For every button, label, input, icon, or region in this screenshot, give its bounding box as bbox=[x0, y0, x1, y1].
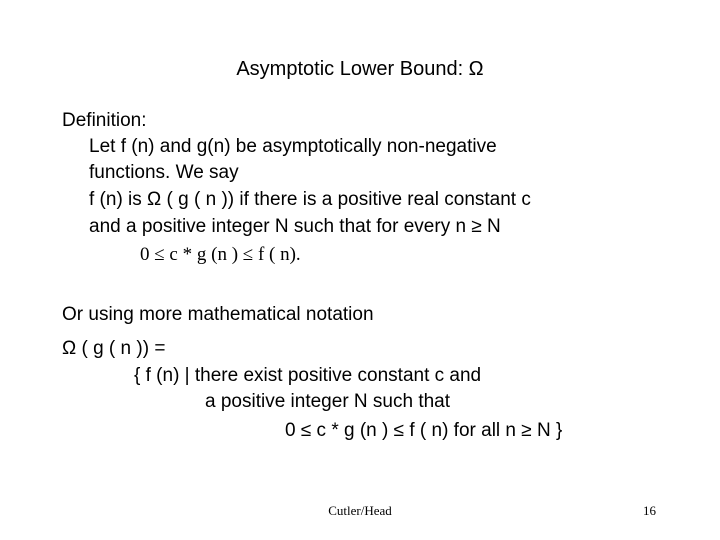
definition-line-3: f (n) is Ω ( g ( n )) if there is a positive real constant c bbox=[89, 189, 531, 210]
definition-line-4: and a positive integer N such that for every n ≥ N bbox=[89, 216, 501, 237]
set-definition-line-3: a positive integer N such that bbox=[205, 391, 451, 412]
definition-inequality: 0 ≤ c * g (n ) ≤ f ( n). bbox=[140, 244, 301, 265]
set-definition-line-1: Ω ( g ( n )) = bbox=[62, 338, 166, 359]
set-definition-line-4: 0 ≤ c * g (n ) ≤ f ( n) for all n ≥ N } bbox=[285, 420, 563, 441]
definition-heading: Definition: bbox=[62, 110, 147, 131]
alt-notation-heading: Or using more mathematical notation bbox=[62, 304, 374, 325]
footer-source: Cutler/Head bbox=[328, 503, 392, 518]
page-number: 16 bbox=[643, 503, 656, 518]
definition-line-1: Let f (n) and g(n) be asymptotically non-negative bbox=[89, 136, 497, 157]
definition-line-2: functions. We say bbox=[89, 162, 239, 183]
set-definition-line-2: { f (n) | there exist positive constant c and bbox=[134, 365, 482, 386]
slide-title: Asymptotic Lower Bound: Ω bbox=[236, 58, 484, 80]
